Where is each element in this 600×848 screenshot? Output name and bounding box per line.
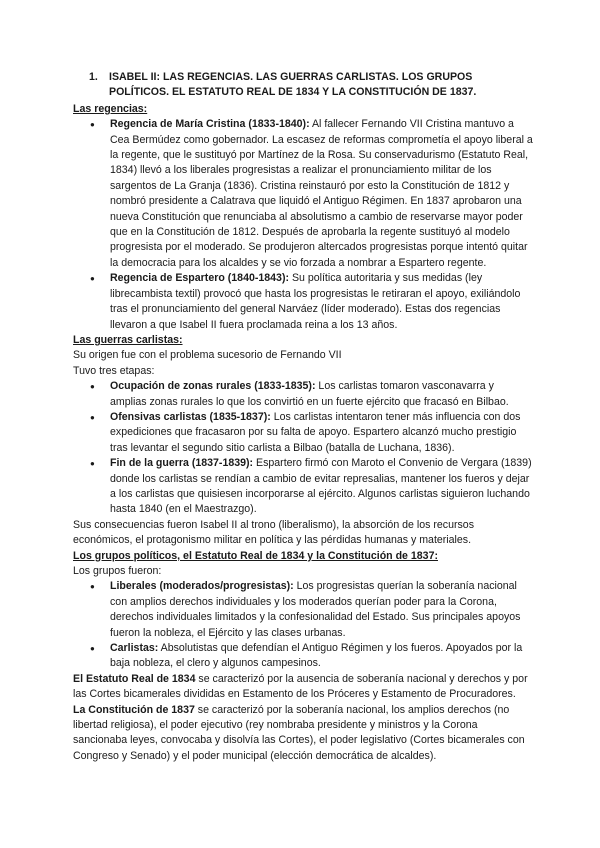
item-text: Los carlistas tomaron vasconavarra y amplias zonas rurales lo que los convirtió en un fuerte ejército que fracasó en Bilbao. xyxy=(110,380,509,408)
section-heading-guerras: Las guerras carlistas: xyxy=(73,333,183,346)
item-term: Ofensivas carlistas (1835-1837): xyxy=(110,410,271,423)
list-item xyxy=(73,271,533,333)
regencias-list xyxy=(73,117,533,333)
title-number: 1. xyxy=(89,71,98,83)
list-item xyxy=(73,579,533,641)
item-text: Los progresistas querían la soberanía nacional con amplios derechos individuales y los moderados querían poder para la Corona, derechos individuales limitados y la confesionalidad del Estado. Sus principales apoyos fueron la nobleza, el Ejército y las clases urbanas. xyxy=(110,580,521,639)
grupos-intro: Los grupos fueron: xyxy=(73,565,162,577)
document-title xyxy=(73,70,533,101)
item-text: Su política autoritaria y sus medidas (ley librecambista textil) provocó que hasta los progresistas le retiraran el apoyo, exiliándolo tras el pronunciamiento del general Narváez (líder moderado). Estas dos regencias llevaron a que Isabel II fuera proclamada reina a los 13 años. xyxy=(110,272,521,331)
item-term: Fin de la guerra (1837-1839): xyxy=(110,457,254,470)
estatuto-paragraph xyxy=(73,672,533,703)
list-item xyxy=(73,379,533,410)
title-text: ISABEL II: LAS REGENCIAS. LAS GUERRAS CARLISTAS. LOS GRUPOS POLÍTICOS. EL ESTATUTO REAL DE 1834 Y LA CONSTITUCIÓN DE 1837. xyxy=(109,71,477,99)
guerras-intro-stages: Tuvo tres etapas: xyxy=(73,364,155,377)
constitucion-term: La Constitución de 1837 xyxy=(73,703,195,716)
item-term: Ocupación de zonas rurales (1833-1835): xyxy=(110,380,316,393)
document-body xyxy=(73,70,533,764)
item-term: Carlistas: xyxy=(110,642,159,655)
section-heading-grupos: Los grupos políticos, el Estatuto Real de 1834 y la Constitución de 1837: xyxy=(73,549,438,562)
list-item xyxy=(73,117,533,271)
item-text: Los carlistas intentaron tener más influencia con dos expediciones que fracasaron por su falta de apoyo. Espartero alcanzó mucho prestigio tras levantar el segundo sitio carlista a Bilbao (batalla de Luchana, 1836). xyxy=(110,410,521,454)
list-item xyxy=(73,410,533,456)
section-heading-regencias: Las regencias: xyxy=(73,102,148,115)
item-text: Espartero firmó con Maroto el Convenio de Vergara (1839) donde los carlistas se rendían a cambio de evitar represalias, mantener los fueros y dejar a los carlistas que quisiesen incorporarse al ejército. Algunos carlistas siguieron luchando hasta 1840 (en el Maestrazgo). xyxy=(110,457,532,516)
guerras-consequences: Sus consecuencias fueron Isabel II al trono (liberalismo), la absorción de los recursos económicos, el protagonismo militar en política y las pérdidas humanas y materiales. xyxy=(73,518,474,547)
constitucion-paragraph xyxy=(73,703,533,765)
item-text: Absolutistas que defendían el Antiguo Régimen y los fueros. Apoyados por la baja nobleza, el clero y algunos campesinos. xyxy=(110,642,523,670)
guerras-intro-origin: Su origen fue con el problema sucesorio de Fernando VII xyxy=(73,349,342,362)
list-item xyxy=(73,641,533,672)
list-item xyxy=(73,456,533,518)
constitucion-text: se caracterizó por la soberanía nacional, los amplios derechos (no libertad religiosa), el poder ejecutivo (rey nombraba presidente y ministros y la Corona sancionaba leyes, convocaba y disolvía las Cortes), el poder legislativo (Cortes bicamerales con Congreso y Senado) y el poder municipal (elección democrática de alcaldes). xyxy=(73,703,525,762)
grupos-list xyxy=(73,579,533,671)
item-term: Liberales (moderados/progresistas): xyxy=(110,580,294,593)
guerras-list xyxy=(73,379,533,518)
estatuto-text: se caracterizó por la ausencia de soberanía nacional y derechos y por las Cortes bicamerales divididas en Estamento de los Próceres y Estamento de Procuradores. xyxy=(73,672,528,701)
item-text: Al fallecer Fernando VII Cristina mantuvo a Cea Bermúdez como gobernador. La escasez de reformas comprometía el apoyo liberal a la regente, que le sustituyó por Martínez de la Rosa. Su conservadurismo (Estatuto Real, 1834) llevó a los liberales progresistas a realizar el pronunciamiento militar de los sargentos de La Granja (1836). Cristina reinstauró por esto la Constitución de 1812 y nombró presidente a Calatrava que liquidó el Antiguo Régimen. En 1837 aprobaron una nueva Constitución que renunciaba al absolutismo a cambio de reservarse mayor poder que en la Constitución de 1812. Después de aprobarla la regente sustituyó al modelo progresista por el moderado. Se produjeron altercados progresistas porque intentó quitar la democracia para los alcaldes y se vio forzada a nombrar a Espartero regente. xyxy=(110,118,533,269)
item-term: Regencia de Espartero (1840-1843): xyxy=(110,272,289,285)
estatuto-term: El Estatuto Real de 1834 xyxy=(73,672,196,685)
item-term: Regencia de María Cristina (1833-1840): xyxy=(110,118,310,131)
